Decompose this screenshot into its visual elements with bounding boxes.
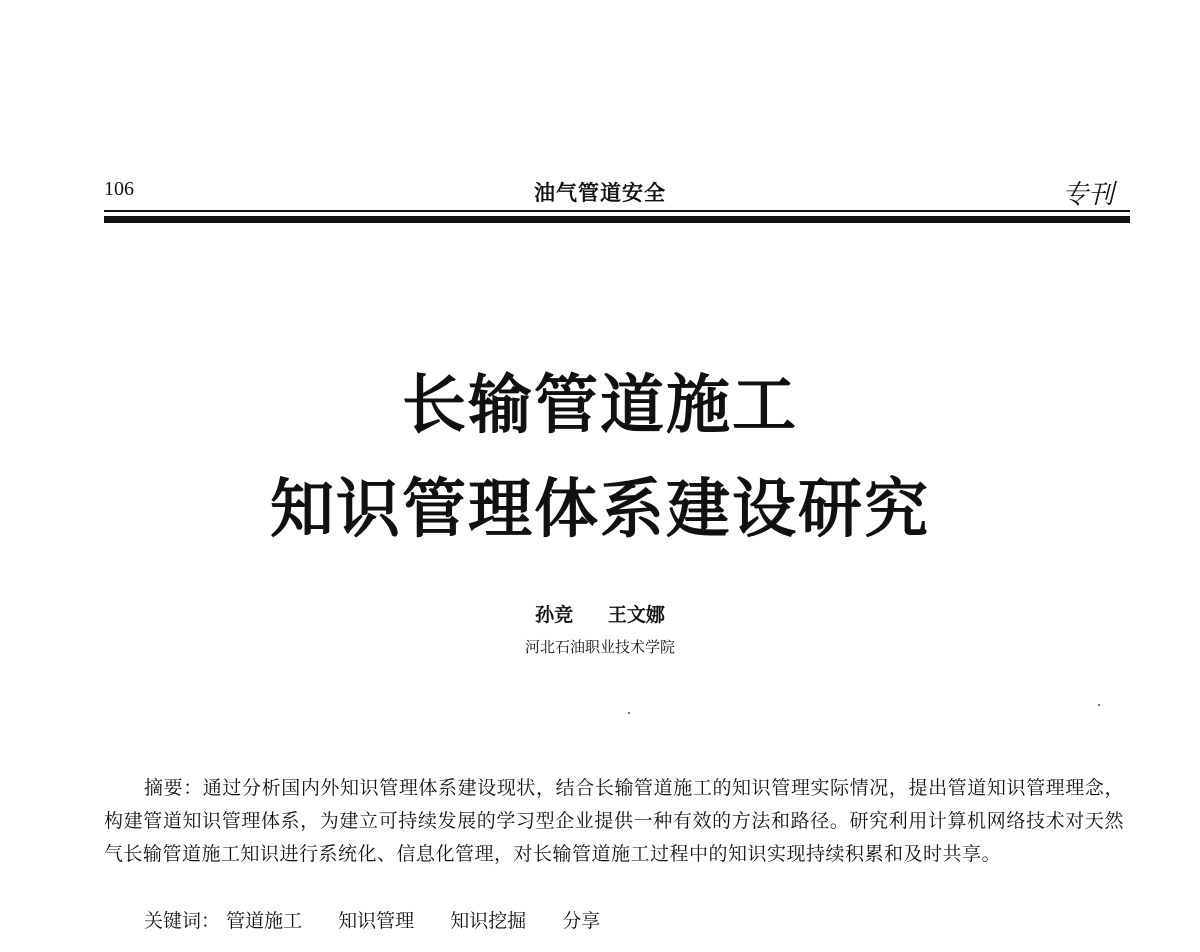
page-number: 106 <box>104 178 134 200</box>
keyword: 知识管理 <box>338 910 415 932</box>
keyword: 管道施工 <box>226 910 303 932</box>
journal-name: 油气管道安全 <box>534 181 666 205</box>
abstract-paragraph: 摘要：通过分析国内外知识管理体系建设现状，结合长输管道施工的知识管理实际情况，提出管道知识管理理念，构建管道知识管理体系，为建立可持续发展的学习型企业提供一种有效的方法和路径。研究利用计算机网络技术对天然气长输管道施工知识进行系统化、信息化管理，对长输管道施工过程中的知识实现持续积累和及时共享。 <box>104 777 1124 865</box>
title-line-2: 知识管理体系建设研究 <box>270 473 930 547</box>
keyword: 分享 <box>562 910 601 932</box>
title-line-1: 长输管道施工 <box>402 369 798 443</box>
author-name: 孙竞 <box>535 604 574 626</box>
keywords-label: 关键词： <box>144 910 221 932</box>
scan-speck <box>628 712 630 714</box>
author-name: 王文娜 <box>607 604 665 626</box>
author-list <box>0 600 1200 627</box>
header-rule-thin <box>104 210 1130 212</box>
affiliation: 河北石油职业技术学院 <box>524 638 675 656</box>
header-rule-thick <box>104 216 1130 223</box>
scan-speck <box>1098 704 1100 706</box>
issue-label: 专刊 <box>1061 180 1114 210</box>
keywords-line <box>144 905 630 938</box>
keyword: 知识挖掘 <box>450 910 527 932</box>
